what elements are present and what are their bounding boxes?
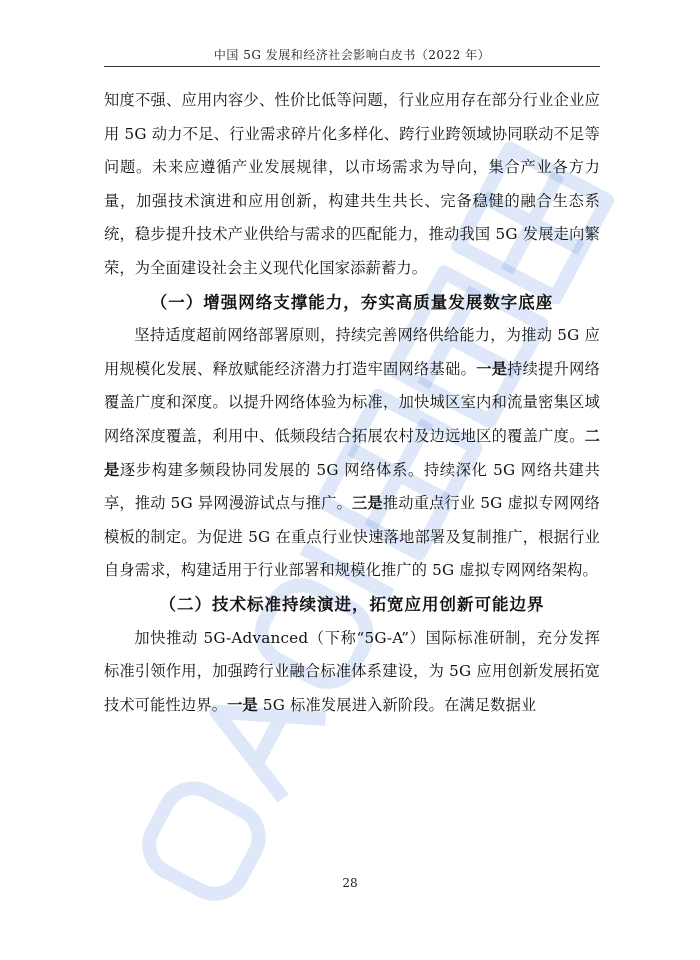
- paragraph-text: 5G 标准发展进入新阶段。在满足数据业: [257, 695, 537, 714]
- paragraph-section-2: [104, 622, 600, 723]
- paragraph-section-1: [104, 319, 600, 588]
- emphasis-label: 三是: [352, 494, 383, 513]
- emphasis-label: 一是: [227, 695, 258, 714]
- section-heading-1: （一）增强网络支撑能力，夯实高质量发展数字底座: [150, 292, 554, 312]
- running-header: 中国 5G 发展和经济社会影响白皮书（2022 年）: [213, 48, 491, 62]
- section-heading-2: （二）技术标准持续演进，拓宽应用创新可能边界: [159, 594, 545, 614]
- header-divider: [104, 66, 600, 67]
- paragraph-intro: 知度不强、应用内容少、性价比低等问题，行业应用存在部分行业企业应用 5G 动力不足、行业需求碎片化多样化、跨行业跨领域协同联动不足等问题。未来应遵循产业发展规律，以市场需求为导向，集合产业各方力量，加强技术演进和应用创新，构建共生共长、完备稳健的融合生态系统，稳步提升技术产业供给与需求的匹配能力，推动我国 5G 发展走向繁荣，为全面建设社会主义现代化国家添薪蓄力。: [104, 91, 600, 277]
- page-number: 28: [342, 876, 358, 890]
- paragraph-text: 持续提升网络覆盖广度和深度。以提升网络体验为标准，加快城区室内和流量密集区域网络深度覆盖，利用中、低频段结合拓展农村及边远地区的覆盖广度。: [104, 359, 600, 445]
- paragraph-text: 坚持适度超前网络部署原则，持续完善网络供给能力，为推动 5G 应用规模化发展、释放赋能经济潜力打造牢固网络基础。: [104, 326, 600, 378]
- emphasis-label: 二是: [104, 426, 600, 479]
- paragraph-text: 推动重点行业 5G 虚拟专网网络模板的制定。为促进 5G 在重点行业快速落地部署及复制推广，根据行业自身需求，构建适用于行业部署和规模化推广的 5G 虚拟专网网络架构。: [104, 494, 600, 580]
- page-body: [104, 84, 600, 722]
- paragraph-text: 加快推动 5G-Advanced（下称“5G-A”）国际标准研制，充分发挥标准引领作用，加强跨行业融合标准体系建设，为 5G 应用创新发展拓宽技术可能性边界。: [104, 628, 600, 714]
- paragraph-text: 逐步构建多频段协同发展的 5G 网络体系。持续深化 5G 网络共建共享，推动 5G 异网漫游试点与推广。: [104, 460, 600, 513]
- emphasis-label: 一是: [476, 359, 508, 378]
